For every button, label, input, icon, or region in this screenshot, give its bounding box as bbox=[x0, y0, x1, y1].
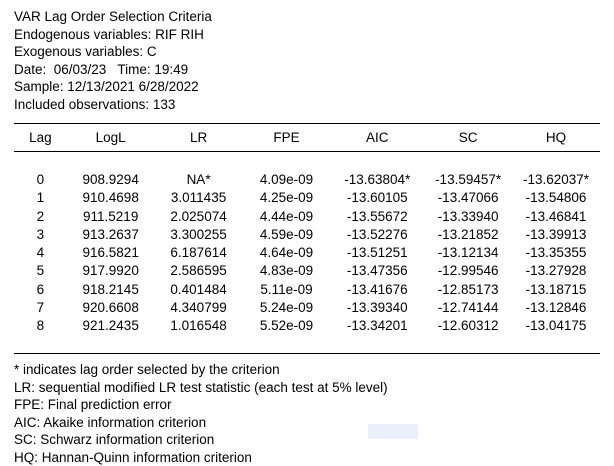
column-header-hq: HQ bbox=[545, 130, 567, 145]
footnote-lr: LR: sequential modified LR test statistic (each test at 5% level) bbox=[14, 379, 388, 395]
cell-logl: 920.6608 bbox=[82, 300, 139, 316]
footnotes bbox=[14, 361, 600, 466]
cell-sc: -13.59457* bbox=[435, 171, 502, 187]
cell-sc: -13.47066 bbox=[437, 190, 499, 206]
cell-logl: 917.9920 bbox=[82, 263, 139, 279]
column-header-lag: Lag bbox=[29, 130, 52, 145]
cell-logl: 908.9294 bbox=[82, 171, 139, 187]
cell-logl: 916.5821 bbox=[82, 245, 139, 261]
table-row bbox=[14, 170, 600, 188]
selection-highlight bbox=[368, 424, 418, 439]
cell-lr: 0.401484 bbox=[170, 281, 227, 297]
cell-hq: -13.18715 bbox=[525, 281, 587, 297]
cell-aic: -13.41676 bbox=[346, 281, 408, 297]
cell-lag: 2 bbox=[36, 208, 45, 224]
cell-fpe: 5.52e-09 bbox=[259, 318, 314, 334]
cell-hq: -13.39913 bbox=[525, 226, 587, 242]
cell-hq: -13.04175 bbox=[525, 318, 587, 334]
date-time-line: Date: 06/03/23 Time: 19:49 bbox=[14, 61, 189, 77]
cell-logl: 921.2435 bbox=[82, 318, 139, 334]
cell-hq: -13.27928 bbox=[525, 263, 587, 279]
cell-hq: -13.62037* bbox=[522, 171, 590, 187]
cell-hq: -13.12846 bbox=[525, 300, 587, 316]
footnote-hq: HQ: Hannan-Quinn information criterion bbox=[14, 449, 252, 465]
cell-lag: 4 bbox=[36, 245, 45, 261]
footnote-fpe: FPE: Final prediction error bbox=[14, 397, 172, 413]
cell-aic: -13.34201 bbox=[346, 318, 408, 334]
cell-fpe: 5.11e-09 bbox=[260, 281, 313, 297]
cell-lr: NA* bbox=[186, 171, 211, 187]
cell-lr: 3.300255 bbox=[170, 226, 227, 242]
column-header-aic: AIC bbox=[366, 130, 389, 145]
cell-aic: -13.52276 bbox=[346, 226, 408, 242]
table-row bbox=[14, 317, 600, 335]
table-row bbox=[14, 262, 600, 280]
included-observations-line: Included observations: 133 bbox=[14, 96, 176, 112]
table-spacer-row bbox=[14, 152, 600, 170]
lag-criteria-body bbox=[14, 152, 600, 353]
cell-lr: 6.187614 bbox=[170, 245, 227, 261]
footnote-sc: SC: Schwarz information criterion bbox=[14, 432, 215, 448]
table-header-row-group bbox=[14, 124, 600, 151]
cell-aic: -13.47356 bbox=[346, 263, 408, 279]
cell-lag: 5 bbox=[36, 263, 45, 279]
cell-lag: 0 bbox=[36, 171, 45, 187]
cell-logl: 911.5219 bbox=[83, 208, 139, 224]
table-header-row bbox=[14, 124, 600, 151]
footnote-asterisk: * indicates lag order selected by the criterion bbox=[14, 362, 280, 378]
table-spacer-row bbox=[14, 335, 600, 353]
cell-fpe: 4.09e-09 bbox=[259, 171, 314, 187]
cell-fpe: 4.83e-09 bbox=[259, 263, 314, 279]
table-row bbox=[14, 189, 600, 207]
cell-sc: -13.33940 bbox=[437, 208, 499, 224]
cell-fpe: 4.25e-09 bbox=[259, 190, 314, 206]
column-header-lr: LR bbox=[189, 130, 208, 145]
lag-criteria-table bbox=[14, 124, 600, 151]
cell-hq: -13.46841 bbox=[525, 208, 587, 224]
cell-lr: 2.586595 bbox=[170, 263, 227, 279]
cell-fpe: 4.64e-09 bbox=[259, 245, 314, 261]
exogenous-variables-line: Exogenous variables: C bbox=[14, 44, 157, 59]
table-row bbox=[14, 243, 600, 261]
table-row bbox=[14, 280, 600, 298]
cell-hq: -13.35355 bbox=[525, 245, 587, 261]
cell-lr: 1.016548 bbox=[170, 318, 227, 334]
cell-sc: -12.74144 bbox=[437, 300, 499, 316]
page-title: VAR Lag Order Selection Criteria bbox=[14, 9, 212, 24]
cell-sc: -12.99546 bbox=[437, 263, 499, 279]
table-bottom-rule bbox=[14, 353, 600, 354]
cell-hq: -13.54806 bbox=[525, 190, 587, 206]
cell-aic: -13.60105 bbox=[346, 190, 408, 206]
cell-sc: -13.12134 bbox=[437, 245, 499, 261]
endogenous-variables-line: Endogenous variables: RIF RIH bbox=[14, 26, 204, 42]
table-row bbox=[14, 298, 600, 316]
cell-aic: -13.51251 bbox=[346, 245, 408, 261]
column-header-logl: LogL bbox=[95, 130, 126, 145]
footnote-aic: AIC: Akaike information criterion bbox=[14, 414, 207, 430]
cell-lr: 2.025074 bbox=[170, 208, 227, 224]
cell-logl: 910.4698 bbox=[82, 190, 139, 206]
cell-aic: -13.63804* bbox=[344, 171, 411, 187]
cell-sc: -12.85173 bbox=[437, 281, 499, 297]
cell-lag: 1 bbox=[36, 190, 45, 206]
cell-lr: 3.011435 bbox=[170, 190, 227, 206]
cell-fpe: 4.44e-09 bbox=[259, 208, 314, 224]
column-header-sc: SC bbox=[458, 130, 478, 145]
cell-fpe: 5.24e-09 bbox=[259, 300, 314, 316]
report-header bbox=[14, 8, 600, 113]
cell-logl: 918.2145 bbox=[82, 281, 139, 297]
cell-sc: -13.21852 bbox=[437, 226, 499, 242]
cell-lag: 7 bbox=[36, 300, 45, 316]
cell-sc: -12.60312 bbox=[437, 318, 499, 334]
cell-logl: 913.2637 bbox=[82, 226, 139, 242]
cell-aic: -13.55672 bbox=[346, 208, 408, 224]
table-row bbox=[14, 225, 600, 243]
cell-lr: 4.340799 bbox=[170, 300, 227, 316]
cell-lag: 8 bbox=[36, 318, 45, 334]
cell-lag: 3 bbox=[36, 226, 45, 242]
cell-aic: -13.39340 bbox=[346, 300, 408, 316]
sample-line: Sample: 12/13/2021 6/28/2022 bbox=[14, 79, 199, 94]
column-header-fpe: FPE bbox=[273, 130, 300, 145]
table-row bbox=[14, 207, 600, 225]
cell-lag: 6 bbox=[36, 281, 45, 297]
cell-fpe: 4.59e-09 bbox=[259, 226, 314, 242]
